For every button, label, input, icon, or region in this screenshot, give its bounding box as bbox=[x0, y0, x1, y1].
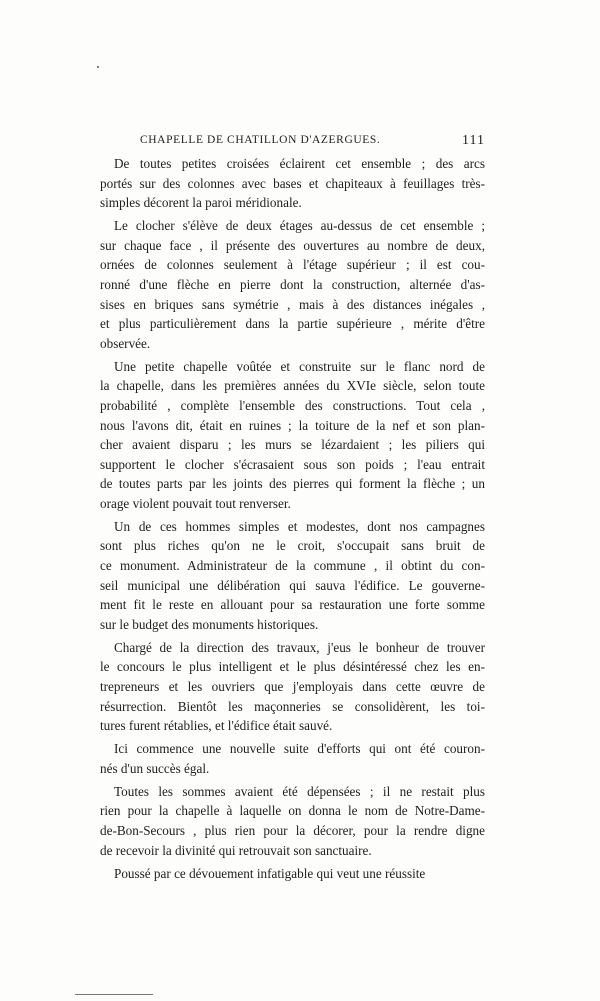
text-line: nés d'un succès égal. bbox=[100, 760, 210, 776]
ink-speck bbox=[97, 66, 99, 68]
text-line: trepreneurs et les ouvriers que j'employais dans cette œuvre de bbox=[100, 679, 485, 694]
text-line: nous l'avons dit, était en ruines ; la toiture de la nef et son plan- bbox=[100, 417, 485, 433]
text-line: sont plus riches qu'on ne le croit, s'occupait sans bruit de bbox=[100, 538, 485, 554]
text-line: ment fit le reste en allouant pour sa restauration une forte somme bbox=[100, 597, 485, 613]
text-line: orage violent pouvait tout renverser. bbox=[100, 495, 291, 511]
text-line: et plus particulièrement dans la partie supérieure , mérite d'être bbox=[100, 316, 485, 332]
text-line: Chargé de la direction des travaux, j'eus le bonheur de trouver bbox=[114, 639, 485, 655]
text-line: rien pour la chapelle à laquelle on donna le nom de Notre-Dame- bbox=[100, 803, 485, 819]
running-title: CHAPELLE DE CHATILLON D'AZERGUES. bbox=[140, 134, 381, 146]
paragraph bbox=[100, 517, 485, 635]
paragraph bbox=[100, 638, 485, 736]
paragraph bbox=[100, 216, 485, 353]
text-line: simples décorent la paroi méridionale. bbox=[100, 195, 302, 211]
text-line: ornées de colonnes seulement à l'étage supérieur ; il est cou- bbox=[100, 257, 485, 273]
text-line: observée. bbox=[100, 335, 151, 351]
text-line: ronné d'une flèche en pierre dont la construction, alternée d'as- bbox=[100, 276, 485, 292]
text-line: portés sur des colonnes avec bases et chapiteaux à feuillages très- bbox=[100, 175, 485, 191]
text-line: De toutes petites croisées éclairent cet ensemble ; des arcs bbox=[114, 156, 485, 171]
text-line: le concours le plus intelligent et le plus désintéressé chez les en- bbox=[100, 659, 485, 675]
running-head bbox=[100, 134, 485, 152]
text-line: Toutes les sommes avaient été dépensées ; il ne restait plus bbox=[114, 783, 485, 799]
text-line: de-Bon-Secours , plus rien pour la décorer, pour la rendre digne bbox=[100, 822, 485, 838]
text-line: probabilité , complète l'ensemble des constructions. Tout cela , bbox=[100, 397, 485, 413]
text-line: sises en briques sans symétrie , mais à des distances inégales , bbox=[100, 296, 485, 312]
paragraph bbox=[100, 357, 485, 514]
text-line: Ici commence une nouvelle suite d'efforts qui ont été couron- bbox=[114, 741, 485, 757]
text-line: Une petite chapelle voûtée et construite sur le flanc nord de bbox=[114, 358, 485, 374]
text-line: Un de ces hommes simples et modestes, dont nos campagnes bbox=[114, 518, 485, 534]
text-line: sur le budget des monuments historiques. bbox=[100, 616, 319, 632]
text-line: résurrection. Bientôt les maçonneries se consolidèrent, les toi- bbox=[100, 698, 485, 714]
body-text bbox=[100, 154, 485, 887]
text-line: de recevoir la divinité qui retrouvait son sanctuaire. bbox=[100, 842, 372, 858]
page-number: 111 bbox=[462, 133, 485, 148]
text-line: sur chaque face , il présente des ouvertures au nombre de deux, bbox=[100, 237, 485, 253]
text-line: ce monument. Administrateur de la commune , il obtint du con- bbox=[100, 558, 485, 574]
text-line: Poussé par ce dévouement infatigable qui veut une réussite bbox=[114, 865, 426, 881]
text-line: seil municipal une délibération qui sauva l'édifice. Le gouverne- bbox=[100, 577, 485, 593]
paragraph bbox=[100, 864, 485, 884]
paragraph bbox=[100, 739, 485, 778]
text-line: tures furent rétablies, et l'édifice était sauvé. bbox=[100, 718, 333, 734]
footer-rule bbox=[75, 994, 153, 995]
paragraph bbox=[100, 782, 485, 860]
text-line: de toutes parts par les joints des pierres qui forment la flèche ; un bbox=[100, 476, 485, 492]
text-line: supportent le clocher s'écrasaient sous son poids ; l'eau entrait bbox=[100, 456, 485, 472]
paragraph bbox=[100, 154, 485, 213]
text-line: Le clocher s'élève de deux étages au-dessus de cet ensemble ; bbox=[114, 218, 485, 234]
text-line: la chapelle, dans les premières années du XVIe siècle, selon toute bbox=[100, 378, 485, 394]
text-line: cher avaient disparu ; les murs se lézardaient ; les piliers qui bbox=[100, 437, 485, 453]
